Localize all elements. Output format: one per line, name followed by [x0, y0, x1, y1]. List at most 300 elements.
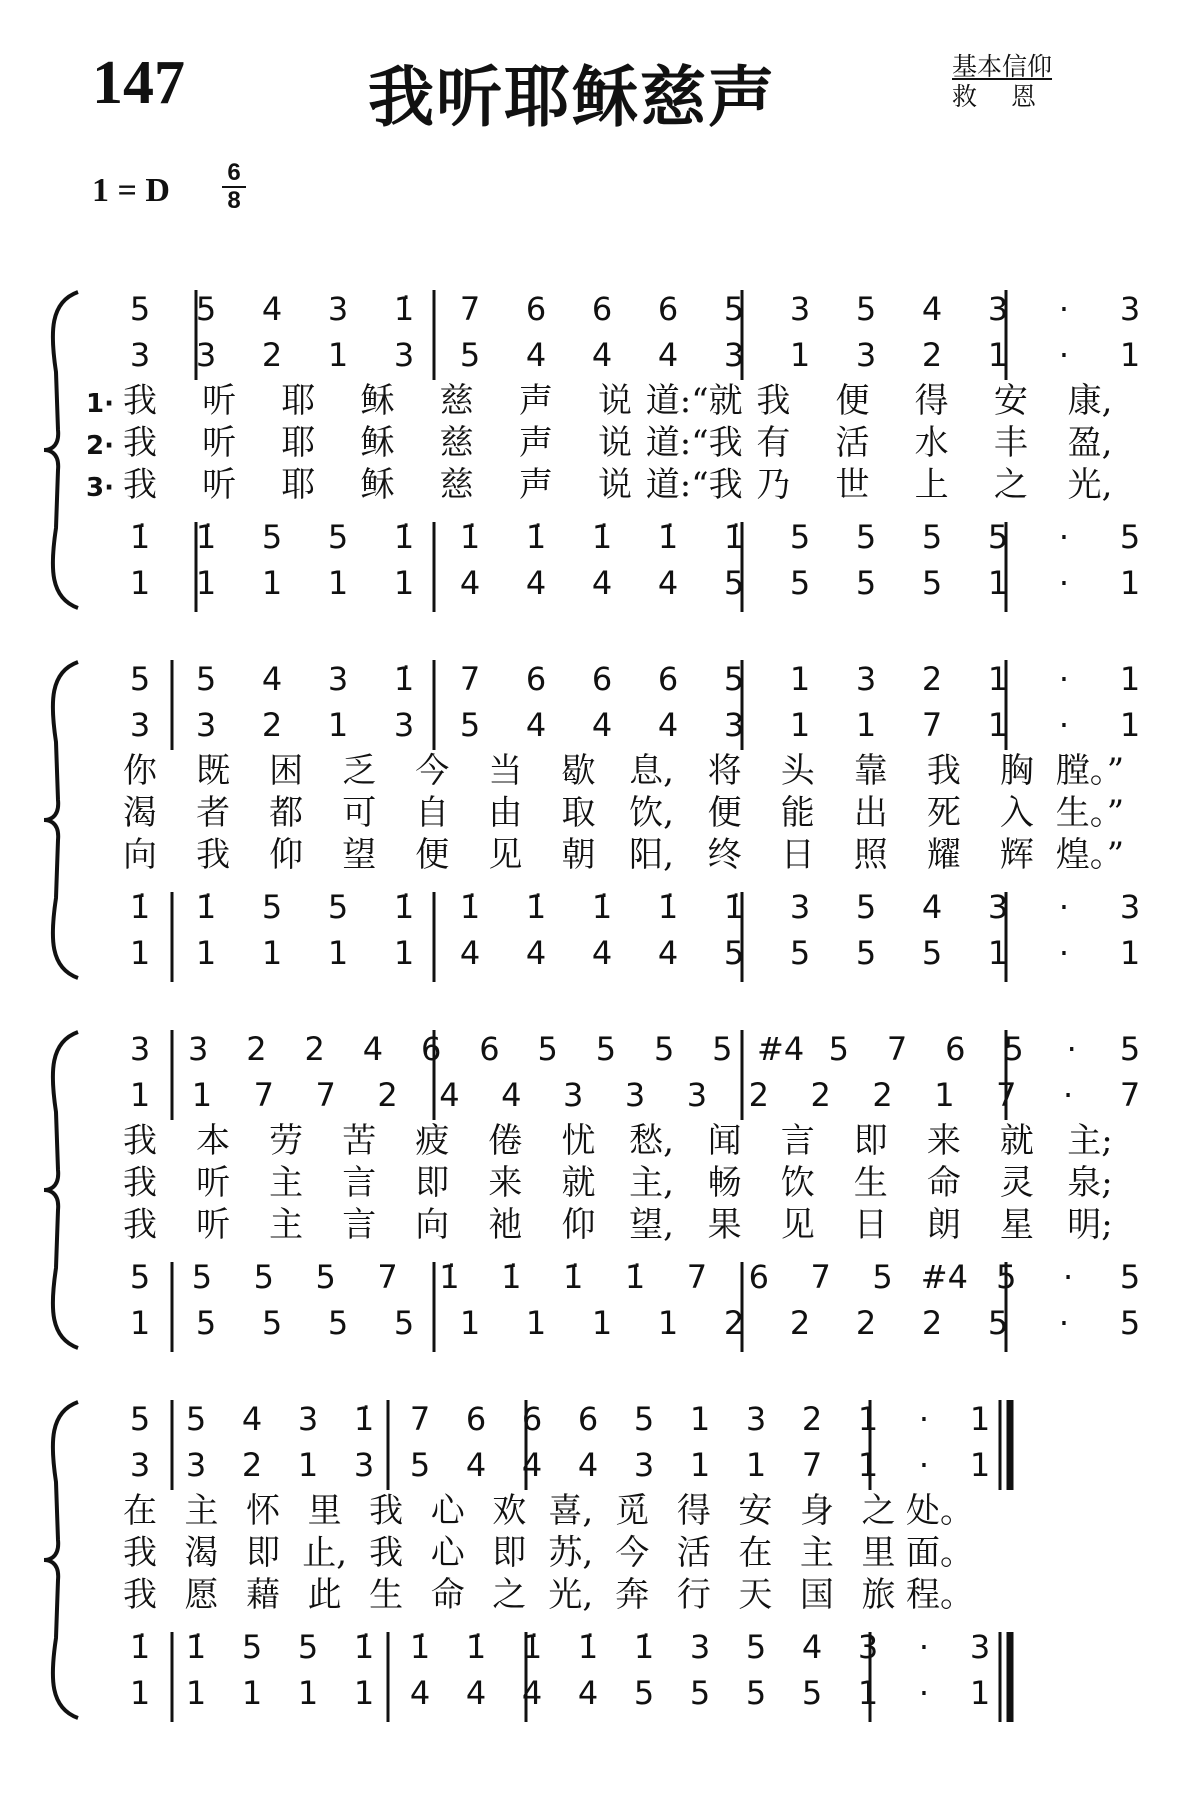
tenor-note: 1̇ — [521, 1628, 543, 1666]
soprano-note: 1̇ — [353, 1400, 375, 1438]
soprano-note: 6 — [945, 1030, 966, 1068]
lyric-syllable: 水 — [914, 423, 949, 463]
bass-note: 5 — [261, 1304, 283, 1342]
lyric-syllable: 安 — [738, 1491, 773, 1531]
lyric-syllable: 稣 — [360, 423, 395, 463]
lyric-syllable: 之 — [993, 465, 1028, 505]
tenor-note: 1̇ — [525, 888, 547, 926]
bass-note: 5 — [855, 564, 877, 602]
lyric-syllable: 乏 — [342, 751, 377, 791]
alto-note: 1 — [934, 1076, 955, 1114]
lyric-syllable: 身 — [799, 1491, 834, 1531]
bass-note: 5 — [921, 934, 943, 972]
bass-note: 1 — [857, 1674, 879, 1712]
alto-note: 3 — [185, 1446, 207, 1484]
lyric-syllable: 稣 — [360, 465, 395, 505]
tenor-note: 1̇ — [577, 1628, 599, 1666]
alto-note: 4 — [501, 1076, 522, 1114]
lyric-syllable: 丰 — [993, 423, 1028, 463]
bass-note: 5 — [801, 1674, 823, 1712]
tenor-note: 5 — [789, 518, 811, 556]
tenor-note: 5 — [327, 518, 349, 556]
lyric-syllable: 慈 — [439, 423, 474, 463]
tenor-note: 5 — [987, 518, 1009, 556]
bass-note: 1 — [185, 1674, 207, 1712]
bass-note: 5 — [987, 1304, 1009, 1342]
lyric-syllable: 声 — [518, 423, 553, 463]
bass-note: 1 — [129, 934, 151, 972]
soprano-note: 3 — [855, 660, 877, 698]
bass-note: 1 — [525, 1304, 547, 1342]
lyric-syllable: 疲 — [415, 1121, 450, 1161]
bass-note: · — [918, 1674, 930, 1712]
lyric-syllable: 可 — [342, 793, 377, 833]
tenor-note: 5 — [253, 1258, 274, 1296]
lyric-syllable: 里 — [861, 1533, 896, 1573]
tenor-note: 1̇ — [591, 518, 613, 556]
soprano-note: 5 — [723, 290, 745, 328]
tenor-note: 3 — [987, 888, 1009, 926]
tenor-note: 1̇ — [562, 1258, 584, 1296]
bass-note: 5 — [195, 1304, 217, 1342]
lyric-syllable: 便 — [707, 793, 742, 833]
hymn-number: 147 — [92, 49, 185, 117]
soprano-note: 6 — [479, 1030, 500, 1068]
time-bottom: 8 — [222, 186, 246, 214]
soprano-note: 3 — [745, 1400, 767, 1438]
category-bottom: 救恩 — [952, 82, 1071, 111]
lyric-syllable: 得 — [676, 1491, 711, 1531]
bass-note: 2 — [921, 1304, 943, 1342]
lyric-syllable: 即 — [492, 1533, 527, 1573]
lyric-syllable: 我 — [369, 1533, 404, 1573]
soprano-note: 5 — [633, 1400, 655, 1438]
lyric-syllable: 听 — [196, 1163, 231, 1203]
lyric-syllable: 我 — [369, 1491, 404, 1531]
soprano-note: 6 — [525, 290, 547, 328]
alto-note: · — [918, 1446, 930, 1484]
alto-note: 4 — [657, 336, 679, 374]
tenor-note: 5 — [261, 888, 283, 926]
bass-note: 4 — [465, 1674, 487, 1712]
soprano-note: 6 — [577, 1400, 599, 1438]
lyric-syllable: 耀 — [926, 835, 961, 875]
soprano-note: 5 — [129, 660, 151, 698]
lyric-syllable: 言 — [780, 1121, 815, 1161]
lyric-syllable: 辉 — [999, 835, 1034, 875]
lyric-syllable: 既 — [196, 751, 231, 791]
lyric-syllable: 里 — [307, 1491, 342, 1531]
alto-note: 1 — [1119, 336, 1141, 374]
alto-note: 5 — [459, 706, 481, 744]
lyric-syllable: 入 — [999, 793, 1034, 833]
lyric-syllable: 头 — [780, 751, 815, 791]
soprano-note: 3 — [789, 290, 811, 328]
lyric-syllable: 光, — [1067, 465, 1113, 505]
alto-note: 7 — [996, 1076, 1017, 1114]
lyric-syllable: 靠 — [853, 751, 888, 791]
tenor-note: 5 — [297, 1628, 319, 1666]
lyric-syllable: 主 — [184, 1491, 219, 1531]
soprano-note: 7 — [409, 1400, 431, 1438]
lyric-syllable: 盈, — [1067, 423, 1113, 463]
soprano-note: 1 — [987, 660, 1009, 698]
alto-note: 1 — [855, 706, 877, 744]
alto-note: 1 — [191, 1076, 213, 1114]
bass-note: 1 — [195, 934, 217, 972]
bass-note: 5 — [789, 564, 811, 602]
soprano-note: 1 — [857, 1400, 879, 1438]
lyric-syllable: 光, — [548, 1575, 594, 1615]
bass-note: 2 — [855, 1304, 877, 1342]
lyric-syllable: 生 — [369, 1575, 404, 1615]
lyric-syllable: 苏, — [548, 1533, 594, 1573]
alto-note: 3 — [129, 1446, 151, 1484]
lyric-syllable: 我 — [123, 1121, 157, 1161]
alto-note: 1 — [327, 336, 349, 374]
tenor-note: 1̇ — [501, 1258, 522, 1296]
bass-note: 4 — [591, 934, 613, 972]
lyric-syllable: 程。 — [906, 1575, 974, 1615]
alto-note: 7 — [801, 1446, 823, 1484]
bass-note: 1 — [327, 934, 349, 972]
soprano-note: · — [1058, 290, 1070, 328]
soprano-note: 2 — [304, 1030, 325, 1068]
lyric-syllable: 慈 — [439, 381, 474, 421]
alto-note: 2 — [241, 1446, 263, 1484]
tenor-note: 5 — [241, 1628, 263, 1666]
lyric-syllable: 歇 — [561, 751, 596, 791]
system-brace — [44, 292, 78, 608]
bass-note: 4 — [521, 1674, 543, 1712]
alto-note: 1 — [689, 1446, 711, 1484]
lyric-syllable: 慈 — [439, 465, 474, 505]
soprano-note: 5 — [129, 290, 151, 328]
alto-note: 3 — [633, 1446, 655, 1484]
lyric-syllable: 息, — [629, 751, 674, 791]
tenor-note: 7 — [810, 1258, 831, 1296]
tenor-note: 7 — [686, 1258, 708, 1296]
soprano-note: 3 — [987, 290, 1009, 328]
soprano-note: 5 — [712, 1030, 733, 1068]
alto-note: 3 — [129, 336, 151, 374]
lyric-syllable: 面。 — [906, 1533, 974, 1573]
lyric-syllable: 在 — [738, 1533, 773, 1573]
bass-note: 1 — [129, 1674, 151, 1712]
lyric-syllable: 阳, — [629, 835, 674, 875]
soprano-note: · — [1058, 660, 1070, 698]
soprano-note: 6 — [657, 290, 679, 328]
lyric-syllable: 本 — [196, 1121, 231, 1161]
bass-note: 1 — [393, 564, 415, 602]
tenor-note: 1̇ — [723, 518, 745, 556]
lyric-syllable: 困 — [269, 751, 304, 791]
soprano-note: 4 — [241, 1400, 263, 1438]
lyric-syllable: 主, — [629, 1163, 674, 1203]
soprano-note: 7 — [459, 660, 481, 698]
bass-note: 5 — [789, 934, 811, 972]
alto-note: 1 — [987, 706, 1009, 744]
lyric-syllable: 上 — [914, 465, 949, 505]
tenor-note: 5 — [327, 888, 349, 926]
bass-note: 1 — [241, 1674, 263, 1712]
lyric-syllable: 苦 — [342, 1121, 377, 1161]
lyric-syllable: 望 — [342, 835, 377, 875]
lyric-syllable: 来 — [926, 1121, 961, 1161]
alto-note: 3 — [723, 336, 745, 374]
lyric-syllable: 渴 — [123, 793, 157, 833]
tenor-note: 3 — [789, 888, 811, 926]
lyric-syllable: 畅 — [707, 1163, 742, 1203]
bass-note: 4 — [525, 934, 547, 972]
lyric-syllable: 欢 — [492, 1491, 527, 1531]
bass-note: 4 — [591, 564, 613, 602]
time-top: 6 — [227, 159, 241, 186]
alto-note: 7 — [1119, 1076, 1141, 1114]
tenor-note: 1̇ — [409, 1628, 431, 1666]
soprano-note: 6 — [521, 1400, 543, 1438]
tenor-note: 1̇ — [465, 1628, 487, 1666]
alto-note: 4 — [591, 336, 613, 374]
tenor-note: 1̇ — [129, 888, 151, 926]
lyric-syllable: 言 — [342, 1163, 377, 1203]
lyric-syllable: 当 — [488, 751, 523, 791]
lyric-syllable: 便 — [415, 835, 450, 875]
lyric-syllable: 之 — [492, 1575, 527, 1615]
lyric-syllable: 处。 — [906, 1491, 974, 1531]
lyric-syllable: 耶 — [281, 423, 316, 463]
tenor-note: 5 — [872, 1258, 893, 1296]
lyric-syllable: 生。” — [1055, 793, 1125, 833]
tenor-note: 1̇ — [591, 888, 613, 926]
tenor-note: 3 — [969, 1628, 991, 1666]
bass-note: 1 — [261, 564, 283, 602]
bass-note: 1 — [657, 1304, 679, 1342]
alto-note: 2 — [377, 1076, 398, 1114]
tenor-note: 5 — [921, 518, 943, 556]
soprano-note: 6 — [591, 660, 613, 698]
tenor-note: 3 — [857, 1628, 879, 1666]
lyric-syllable: 我 — [123, 1205, 157, 1245]
lyric-syllable: 此 — [307, 1575, 342, 1615]
soprano-note: 5 — [129, 1400, 151, 1438]
lyric-syllable: 祂 — [488, 1205, 523, 1245]
tenor-note: 1̇ — [393, 888, 415, 926]
alto-note: 2 — [261, 706, 283, 744]
lyric-syllable: 即 — [246, 1533, 281, 1573]
alto-note: 3 — [686, 1076, 708, 1114]
bass-note: 1 — [353, 1674, 375, 1712]
verse-number: 3· — [86, 473, 114, 503]
lyric-syllable: 心 — [430, 1533, 465, 1573]
tenor-note: 1̇ — [195, 888, 217, 926]
system-brace — [44, 662, 78, 978]
alto-note: 4 — [465, 1446, 487, 1484]
tenor-note: 1̇ — [195, 518, 217, 556]
soprano-note: 2 — [246, 1030, 267, 1068]
soprano-note: 4 — [362, 1030, 384, 1068]
bass-note: 1 — [195, 564, 217, 602]
soprano-note: 3 — [188, 1030, 209, 1068]
alto-note: 5 — [459, 336, 481, 374]
lyric-syllable: 乃 — [756, 465, 791, 505]
alto-note: 3 — [129, 706, 151, 744]
tenor-note: 1̇ — [657, 888, 679, 926]
lyric-syllable: 即 — [415, 1163, 450, 1203]
lyric-syllable: 主; — [1067, 1121, 1113, 1161]
alto-note: 1 — [297, 1446, 319, 1484]
alto-note: 3 — [393, 336, 415, 374]
alto-note: 4 — [657, 706, 679, 744]
tenor-note: 5 — [191, 1258, 213, 1296]
lyric-syllable: 国 — [799, 1575, 834, 1615]
bass-note: 1 — [327, 564, 349, 602]
alto-note: 4 — [521, 1446, 543, 1484]
alto-note: 1 — [1119, 706, 1141, 744]
bass-note: · — [1058, 934, 1070, 972]
soprano-note: 4 — [921, 290, 943, 328]
soprano-note: 3 — [327, 660, 349, 698]
lyric-syllable: 说 — [598, 381, 632, 421]
tenor-note: 6 — [748, 1258, 769, 1296]
bass-note: 5 — [689, 1674, 711, 1712]
lyric-syllable: 你 — [123, 751, 157, 791]
alto-note: 3 — [195, 336, 217, 374]
lyric-syllable: 之 — [861, 1491, 896, 1531]
lyric-syllable: 胸 — [999, 751, 1034, 791]
lyric-syllable: 来 — [488, 1163, 523, 1203]
bass-note: 1 — [129, 1304, 151, 1342]
lyric-syllable: 声 — [518, 465, 553, 505]
lyric-syllable: 心 — [430, 1491, 465, 1531]
tenor-note: 1̇ — [657, 518, 679, 556]
system-brace — [44, 1032, 78, 1348]
bass-note: 5 — [921, 564, 943, 602]
bass-note: 5 — [1119, 1304, 1141, 1342]
soprano-note: 5 — [1119, 1030, 1141, 1068]
bass-note: 1 — [987, 934, 1009, 972]
soprano-note: 5 — [855, 290, 877, 328]
soprano-note: 7 — [886, 1030, 908, 1068]
soprano-note: #4 — [757, 1030, 805, 1068]
alto-note: 4 — [525, 336, 547, 374]
soprano-note: 5 — [195, 660, 217, 698]
lyric-syllable: 向 — [415, 1205, 450, 1245]
lyric-syllable: 主 — [799, 1533, 834, 1573]
lyric-syllable: 都 — [269, 793, 304, 833]
lyric-syllable: 饮 — [780, 1163, 815, 1203]
lyric-syllable: 果 — [707, 1205, 742, 1245]
soprano-note: · — [1066, 1030, 1077, 1068]
lyric-syllable: 日 — [780, 835, 815, 875]
lyric-syllable: 渴 — [184, 1533, 219, 1573]
lyric-syllable: 向 — [123, 835, 157, 875]
soprano-note: 5 — [828, 1030, 850, 1068]
lyric-syllable: 得 — [914, 381, 949, 421]
alto-note: · — [1063, 1076, 1074, 1114]
lyric-syllable: 我 — [926, 751, 961, 791]
lyric-syllable: 生 — [853, 1163, 888, 1203]
soprano-note: 1 — [1119, 660, 1141, 698]
tenor-note: · — [918, 1628, 930, 1666]
lyric-syllable: 能 — [780, 793, 815, 833]
lyric-syllable: 听 — [202, 381, 237, 421]
lyric-syllable: 见 — [488, 835, 523, 875]
tenor-note: 5 — [996, 1258, 1017, 1296]
lyric-syllable: 旅 — [861, 1575, 896, 1615]
lyric-syllable: 今 — [615, 1533, 650, 1573]
soprano-note: 4 — [261, 290, 283, 328]
tenor-note: 1̇ — [459, 518, 481, 556]
bass-note: · — [1058, 564, 1070, 602]
lyric-syllable: 今 — [415, 751, 450, 791]
lyric-syllable: 主 — [269, 1205, 304, 1245]
alto-note: 4 — [439, 1076, 460, 1114]
soprano-note: 2 — [921, 660, 943, 698]
tenor-note: 1̇ — [129, 1628, 151, 1666]
lyric-syllable: 终 — [707, 835, 742, 875]
lyric-syllable: 即 — [853, 1121, 888, 1161]
soprano-note: 3 — [129, 1030, 151, 1068]
tenor-note: 5 — [261, 518, 283, 556]
lyric-syllable: 泉; — [1067, 1163, 1113, 1203]
lyric-syllable: 耶 — [281, 465, 316, 505]
lyric-syllable: 命 — [430, 1575, 465, 1615]
lyric-syllable: 闻 — [707, 1121, 742, 1161]
soprano-note: 4 — [261, 660, 283, 698]
tenor-note: 1̇ — [624, 1258, 646, 1296]
lyric-syllable: 我 — [756, 381, 791, 421]
key-signature: 1 = D — [92, 172, 170, 209]
lyric-syllable: 出 — [853, 793, 888, 833]
lyric-syllable: 我 — [123, 381, 157, 421]
lyric-syllable: 将 — [707, 751, 742, 791]
soprano-note: 6 — [465, 1400, 487, 1438]
alto-note: 1 — [857, 1446, 879, 1484]
lyric-syllable: 膛。” — [1055, 751, 1125, 791]
alto-note: 3 — [855, 336, 877, 374]
lyric-syllable: 藉 — [246, 1575, 281, 1615]
lyric-syllable: 忧 — [561, 1121, 596, 1161]
lyric-syllable: 听 — [202, 465, 237, 505]
bass-note: 4 — [459, 564, 481, 602]
bass-note: 1 — [459, 1304, 481, 1342]
tenor-note: · — [1058, 888, 1070, 926]
soprano-note: 2 — [801, 1400, 823, 1438]
bass-note: 5 — [327, 1304, 349, 1342]
tenor-note: 5 — [1119, 518, 1141, 556]
soprano-note: 5 — [723, 660, 745, 698]
tenor-note: 1̇ — [353, 1628, 375, 1666]
lyric-syllable: 声 — [518, 381, 553, 421]
bass-note: 5 — [723, 564, 745, 602]
lyric-syllable: 主 — [269, 1163, 304, 1203]
tenor-note: 5 — [1119, 1258, 1141, 1296]
lyric-syllable: 止, — [302, 1533, 348, 1573]
lyric-syllable: 说 — [598, 423, 632, 463]
lyric-syllable: 耶 — [281, 381, 316, 421]
soprano-note: 5 — [595, 1030, 617, 1068]
alto-note: 1 — [987, 336, 1009, 374]
tenor-note: 4 — [801, 1628, 823, 1666]
lyric-syllable: 愿 — [184, 1575, 219, 1615]
lyric-syllable: 听 — [202, 423, 237, 463]
soprano-note: 7 — [459, 290, 481, 328]
tenor-note: 1̇ — [723, 888, 745, 926]
tenor-note: · — [1063, 1258, 1074, 1296]
lyric-syllable: 愁, — [629, 1121, 674, 1161]
alto-note: 7 — [921, 706, 943, 744]
